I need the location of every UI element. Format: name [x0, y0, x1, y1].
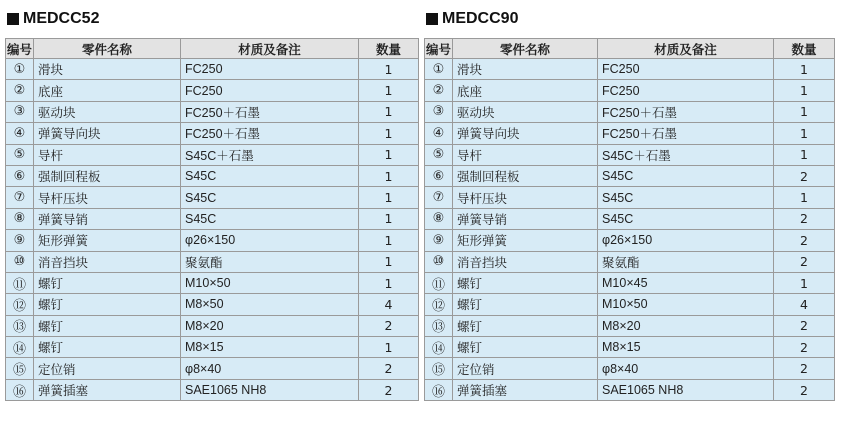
cell-part-name: 滑块: [34, 59, 181, 80]
table-row: [425, 272, 835, 293]
cell-quantity: 1: [774, 101, 835, 122]
cell-material: FC250: [598, 80, 774, 101]
cell-number: ⑪: [6, 272, 34, 293]
cell-material: M8×15: [181, 337, 359, 358]
table-row: [425, 379, 835, 400]
cell-number: ⑨: [425, 230, 453, 251]
cell-material: S45C: [181, 165, 359, 186]
cell-number: ⑥: [6, 165, 34, 186]
cell-material: S45C＋石墨: [598, 144, 774, 165]
cell-material: M8×20: [598, 315, 774, 336]
table-header-row: [6, 39, 419, 59]
cell-material: FC250＋石墨: [598, 101, 774, 122]
cell-material: S45C: [181, 187, 359, 208]
cell-quantity: 1: [359, 272, 419, 293]
table-row: [6, 208, 419, 229]
cell-quantity: 2: [774, 337, 835, 358]
cell-quantity: 1: [774, 80, 835, 101]
cell-quantity: 2: [359, 315, 419, 336]
cell-quantity: 2: [774, 230, 835, 251]
cell-number: ⑦: [425, 187, 453, 208]
table-row: [6, 358, 419, 379]
cell-material: M10×45: [598, 272, 774, 293]
table-row: [425, 144, 835, 165]
cell-part-name: 滑块: [453, 59, 598, 80]
cell-quantity: 2: [774, 315, 835, 336]
cell-material: SAE1065 NH8: [598, 379, 774, 400]
cell-part-name: 定位销: [453, 358, 598, 379]
cell-material: φ8×40: [181, 358, 359, 379]
cell-part-name: 螺钉: [453, 294, 598, 315]
cell-material: FC250: [181, 80, 359, 101]
cell-number: ⑮: [6, 358, 34, 379]
cell-quantity: 1: [359, 59, 419, 80]
table-row: [425, 230, 835, 251]
cell-part-name: 螺钉: [453, 315, 598, 336]
table-row: [425, 80, 835, 101]
cell-part-name: 矩形弹簧: [34, 230, 181, 251]
cell-part-name: 底座: [34, 80, 181, 101]
cell-quantity: 2: [359, 358, 419, 379]
cell-quantity: 1: [359, 187, 419, 208]
parts-table: [5, 38, 419, 401]
table-row: [6, 315, 419, 336]
cell-part-name: 驱动块: [34, 101, 181, 122]
cell-part-name: 导杆压块: [34, 187, 181, 208]
cell-quantity: 1: [359, 251, 419, 272]
cell-quantity: 4: [774, 294, 835, 315]
cell-material: FC250: [598, 59, 774, 80]
cell-number: ③: [6, 101, 34, 122]
cell-quantity: 2: [774, 208, 835, 229]
cell-quantity: 1: [774, 59, 835, 80]
cell-number: ⑭: [425, 337, 453, 358]
table-row: [6, 123, 419, 144]
table-row: [6, 59, 419, 80]
cell-number: ⑥: [425, 165, 453, 186]
cell-part-name: 强制回程板: [34, 165, 181, 186]
cell-quantity: 2: [359, 379, 419, 400]
table-row: [6, 165, 419, 186]
column-header-no: 编号: [425, 39, 453, 59]
table-row: [6, 101, 419, 122]
cell-quantity: 1: [774, 272, 835, 293]
cell-material: 聚氨酯: [181, 251, 359, 272]
parts-table-panel-medcc90: [424, 0, 834, 401]
cell-material: S45C: [598, 187, 774, 208]
cell-number: ④: [6, 123, 34, 144]
cell-part-name: 弹簧导向块: [453, 123, 598, 144]
cell-number: ⑯: [425, 379, 453, 400]
cell-part-name: 强制回程板: [453, 165, 598, 186]
table-header-row: [425, 39, 835, 59]
cell-quantity: 2: [774, 165, 835, 186]
cell-part-name: 螺钉: [34, 337, 181, 358]
cell-number: ⑬: [6, 315, 34, 336]
cell-number: ②: [425, 80, 453, 101]
cell-quantity: 2: [774, 379, 835, 400]
table-row: [6, 80, 419, 101]
cell-part-name: 弹簧插塞: [453, 379, 598, 400]
cell-material: SAE1065 NH8: [181, 379, 359, 400]
cell-number: ⑩: [6, 251, 34, 272]
cell-part-name: 矩形弹簧: [453, 230, 598, 251]
column-header-material: 材质及备注: [598, 39, 774, 59]
cell-number: ⑫: [425, 294, 453, 315]
cell-quantity: 1: [359, 208, 419, 229]
cell-material: S45C: [181, 208, 359, 229]
table-row: [425, 251, 835, 272]
cell-part-name: 导杆: [453, 144, 598, 165]
cell-number: ③: [425, 101, 453, 122]
column-header-qty: 数量: [774, 39, 835, 59]
cell-number: ①: [6, 59, 34, 80]
cell-number: ⑦: [6, 187, 34, 208]
table-title-text: MEDCC52: [23, 10, 100, 27]
cell-number: ⑬: [425, 315, 453, 336]
table-row: [425, 123, 835, 144]
cell-number: ⑯: [6, 379, 34, 400]
cell-part-name: 导杆压块: [453, 187, 598, 208]
cell-quantity: 2: [774, 358, 835, 379]
cell-quantity: 1: [359, 123, 419, 144]
cell-number: ⑭: [6, 337, 34, 358]
table-row: [425, 315, 835, 336]
cell-number: ①: [425, 59, 453, 80]
cell-part-name: 螺钉: [453, 272, 598, 293]
cell-part-name: 弹簧导销: [453, 208, 598, 229]
column-header-name: 零件名称: [453, 39, 598, 59]
cell-number: ⑧: [6, 208, 34, 229]
cell-material: FC250: [181, 59, 359, 80]
table-row: [425, 165, 835, 186]
table-row: [6, 379, 419, 400]
table-row: [425, 59, 835, 80]
cell-part-name: 消音挡块: [453, 251, 598, 272]
cell-part-name: 弹簧插塞: [34, 379, 181, 400]
cell-quantity: 2: [774, 251, 835, 272]
cell-number: ⑤: [6, 144, 34, 165]
cell-number: ④: [425, 123, 453, 144]
table-row: [6, 144, 419, 165]
cell-material: φ8×40: [598, 358, 774, 379]
cell-part-name: 弹簧导销: [34, 208, 181, 229]
cell-number: ⑨: [6, 230, 34, 251]
parts-table-panel-medcc52: [5, 0, 418, 401]
table-title: [424, 0, 834, 38]
cell-material: S45C＋石墨: [181, 144, 359, 165]
cell-quantity: 1: [359, 80, 419, 101]
cell-quantity: 1: [359, 337, 419, 358]
cell-number: ⑤: [425, 144, 453, 165]
black-square-icon: [7, 13, 19, 25]
cell-material: M10×50: [181, 272, 359, 293]
cell-part-name: 定位销: [34, 358, 181, 379]
table-title-text: MEDCC90: [442, 10, 519, 27]
cell-material: S45C: [598, 165, 774, 186]
cell-number: ⑪: [425, 272, 453, 293]
cell-quantity: 1: [359, 101, 419, 122]
table-body: [425, 59, 835, 401]
cell-number: ②: [6, 80, 34, 101]
cell-material: FC250＋石墨: [181, 123, 359, 144]
column-header-material: 材质及备注: [181, 39, 359, 59]
table-row: [425, 358, 835, 379]
column-header-qty: 数量: [359, 39, 419, 59]
cell-part-name: 驱动块: [453, 101, 598, 122]
cell-material: FC250＋石墨: [181, 101, 359, 122]
table-row: [6, 294, 419, 315]
table-row: [6, 251, 419, 272]
table-row: [6, 337, 419, 358]
cell-number: ⑫: [6, 294, 34, 315]
cell-quantity: 1: [359, 230, 419, 251]
black-square-icon: [426, 13, 438, 25]
cell-material: φ26×150: [598, 230, 774, 251]
cell-material: FC250＋石墨: [598, 123, 774, 144]
table-row: [6, 272, 419, 293]
cell-material: S45C: [598, 208, 774, 229]
parts-table: [424, 38, 835, 401]
cell-quantity: 1: [774, 144, 835, 165]
table-row: [425, 294, 835, 315]
cell-part-name: 螺钉: [453, 337, 598, 358]
cell-part-name: 螺钉: [34, 315, 181, 336]
table-row: [425, 101, 835, 122]
cell-material: 聚氨酯: [598, 251, 774, 272]
cell-material: φ26×150: [181, 230, 359, 251]
cell-part-name: 螺钉: [34, 294, 181, 315]
cell-part-name: 底座: [453, 80, 598, 101]
cell-quantity: 1: [774, 123, 835, 144]
cell-quantity: 1: [774, 187, 835, 208]
cell-quantity: 4: [359, 294, 419, 315]
cell-part-name: 导杆: [34, 144, 181, 165]
table-row: [6, 230, 419, 251]
cell-part-name: 螺钉: [34, 272, 181, 293]
cell-quantity: 1: [359, 165, 419, 186]
cell-material: M8×15: [598, 337, 774, 358]
column-header-name: 零件名称: [34, 39, 181, 59]
table-title: [5, 0, 418, 38]
table-row: [6, 187, 419, 208]
cell-part-name: 弹簧导向块: [34, 123, 181, 144]
cell-number: ⑩: [425, 251, 453, 272]
table-row: [425, 208, 835, 229]
cell-number: ⑧: [425, 208, 453, 229]
cell-material: M8×20: [181, 315, 359, 336]
cell-part-name: 消音挡块: [34, 251, 181, 272]
cell-material: M8×50: [181, 294, 359, 315]
table-body: [6, 59, 419, 401]
cell-quantity: 1: [359, 144, 419, 165]
cell-material: M10×50: [598, 294, 774, 315]
cell-number: ⑮: [425, 358, 453, 379]
column-header-no: 编号: [6, 39, 34, 59]
table-row: [425, 187, 835, 208]
table-row: [425, 337, 835, 358]
